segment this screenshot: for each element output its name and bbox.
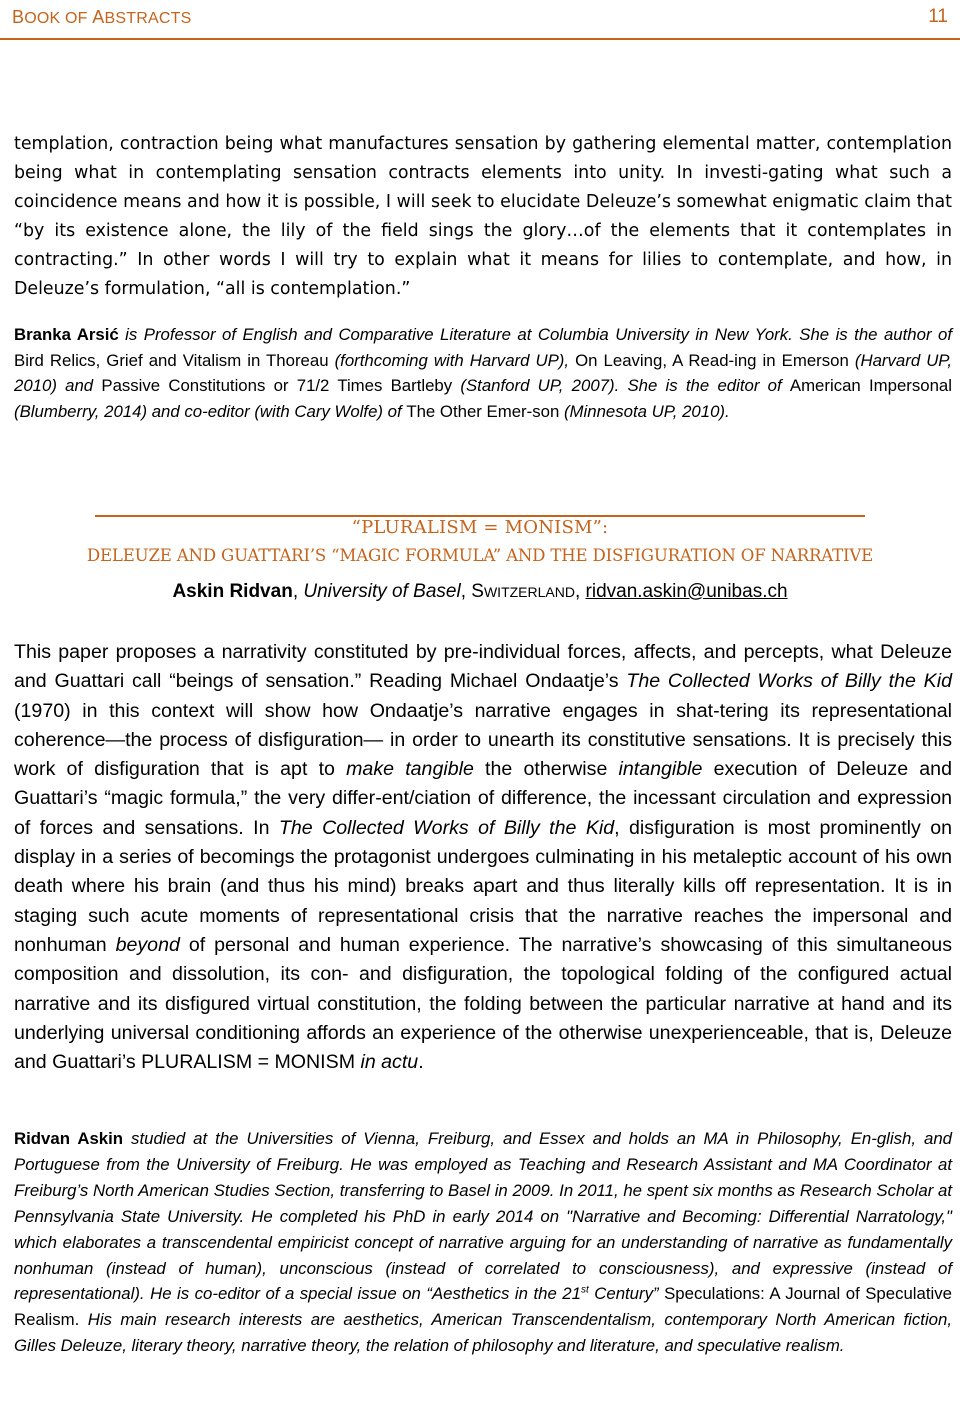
author-country-s: S (471, 581, 484, 602)
bio2-s3: His main research interests are aesthetics, American Transcendentalism, contemporary North American fiction, Gilles Deleuze, literary theory, narrative theory, the relation of philosophy and literature, and speculative realism. (14, 1310, 952, 1356)
bio-ridvan-askin (14, 1126, 952, 1359)
abstract2-g: execution of Deleuze and Guattari’s “magic formula,” the very differ-ent/ciation of difference, the incessant circulation and expression of forces and sensations. In (14, 758, 952, 839)
author-sep3: , (574, 581, 586, 602)
bio1-name: Branka Arsić (14, 325, 119, 344)
abstract2-m: . (418, 1051, 424, 1074)
running-title-ook: OOK OF (24, 10, 93, 27)
abstract2-a: This paper proposes a narrativity constituted by pre-individual forces, affects, and percepts, what Deleuze and Guattari call “beings of sensation.” Reading Michael Ondaatje’s (14, 641, 952, 693)
author-name: Askin Ridvan (172, 581, 293, 602)
running-title-b: B (12, 7, 25, 27)
bio2-name: Ridvan Askin (14, 1129, 124, 1148)
bio1-w5: The Other Emer-son (406, 401, 560, 421)
bio1-w1: Bird Relics, Grief and Vitalism in Thoreau (14, 350, 329, 370)
bio1-s3: (Harvard UP, 2010) and (14, 350, 952, 395)
bio1-s1: is Professor of English and Comparative Literature at Columbia University in New York. She is the author of (118, 325, 952, 344)
page-number: 11 (928, 6, 948, 27)
abstract2-c: (1970) in this context will show how Ondaatje’s narrative engages in shat-tering its representational coherence—the process of disfiguration— in order to unearth its constitutive sensations. It is precisely this work of disfiguration that is apt to (14, 699, 952, 781)
abstract2-em-beyond: beyond (115, 933, 180, 956)
abstract2-k: of personal and human experience. The narrative’s showcasing of this simultaneous composition and dissolution, its con- and disfiguration, the topological folding of the configured actual narrative and its disfigured virtual constitution, the folding between the particular narrative at hand and its underlying universal conditioning affords an experience of the otherwise unexperienceable, that is, Deleuze and Guattari’s PLURALISM = MONISM (14, 933, 952, 1074)
author-email-link[interactable]: ridvan.askin@unibas.ch (585, 581, 788, 602)
abstract2-title-2: The Collected Works of Billy the Kid (278, 816, 615, 839)
abstract1-text: templation, contraction being what manufactures sensation by gathering elemental matter, contemplation being what in contemplating sensation contracts elements into unity. In investi-gating what such a coincidence means and how it is possible, I will seek to elucidate Deleuze’s somewhat enigmatic claim that “by its existence alone, the lily of the field sings the glory…of the elements that it contemplates in contracting.” In other words I will try to explain what it means for lilies to contemplate, and how, in Deleuze’s formulation, “all is contemplation.” (14, 134, 952, 299)
abstract2-em-tangible: make tangible (346, 758, 474, 781)
author-sep: , (292, 581, 304, 602)
abstract2-em-in-actu: in actu (360, 1051, 419, 1074)
abstract2-text (14, 638, 952, 1077)
header-rule (0, 38, 960, 40)
bio1-s5: (Blumberry, 2014) and co-editor (with Cary Wolfe) of (14, 401, 407, 421)
abstract-continuation (14, 130, 952, 424)
bio-branka-arsic (14, 322, 952, 424)
author-sep2: , (460, 581, 472, 602)
bio1-s6: (Minnesota UP, 2010). (559, 401, 730, 421)
page-header (0, 0, 960, 40)
abstract2-e: the otherwise (473, 758, 619, 781)
running-title-bstracts: BSTRACTS (104, 10, 192, 27)
section-subtitle: DELEUZE AND GUATTARI’S “MAGIC FORMULA” AND THE DISFIGURATION OF NARRATIVE (86, 546, 874, 565)
author-affiliation: University of Basel (303, 581, 461, 602)
bio1-w3: Passive Constitutions or 71/2 Times Bartleby (101, 376, 453, 395)
running-title-a: A (92, 7, 105, 27)
abstract2-title-1: The Collected Works of Billy the Kid (626, 670, 952, 693)
abstract2-i: , disfiguration is most prominently on display in a series of becomings the protagonist undergoes culminating in his metaleptic account of his own death where his brain (and thus his mind) breaks apart and thus literally kills off representation. It is in staging such acute moments of representational crisis that the narrative reaches the impersonal and nonhuman (14, 816, 952, 956)
author-country-rest: WITZERLAND (483, 584, 575, 600)
bio2-sup: st (580, 1284, 589, 1296)
bio1-s2: (forthcoming with Harvard UP), (328, 350, 576, 370)
abstract2-em-intangible: intangible (618, 758, 703, 781)
bio2-s2: Century” (588, 1284, 665, 1304)
running-title (12, 7, 191, 28)
author-line (0, 581, 960, 603)
bio1-w4: American Impersonal (789, 376, 952, 395)
section-title: “PLURALISM = MONISM”: (351, 517, 609, 538)
bio2-journal: Speculations: A Journal of Speculative Realism. (14, 1284, 952, 1330)
bio2-s1: studied at the Universities of Vienna, Freiburg, and Essex and holds an MA in Philosophy, En-glish, and Portuguese from the University of Freiburg. He was employed as Teaching and Research Assistant and MA Coordinator at Freiburg’s North American Studies Section, transferring to Basel in 2009. In 2011, he spent six months as Research Scholar at Pennsylvania State University. He completed his PhD in early 2014 on "Narrative and Becoming: Differential Narratology," which elaborates a transcendental empiricist concept of narrative arguing for an understanding of narrative as fundamentally nonhuman (instead of human), unconscious (instead of correlated to consciousness), and expressive (instead of representational). He is co-editor of a special issue on “Aesthetics in the 21 (14, 1129, 953, 1304)
bio1-s4: (Stanford UP, 2007). She is the editor of (452, 376, 790, 395)
bio1-w2: On Leaving, A Read-ing in Emerson (575, 350, 849, 370)
